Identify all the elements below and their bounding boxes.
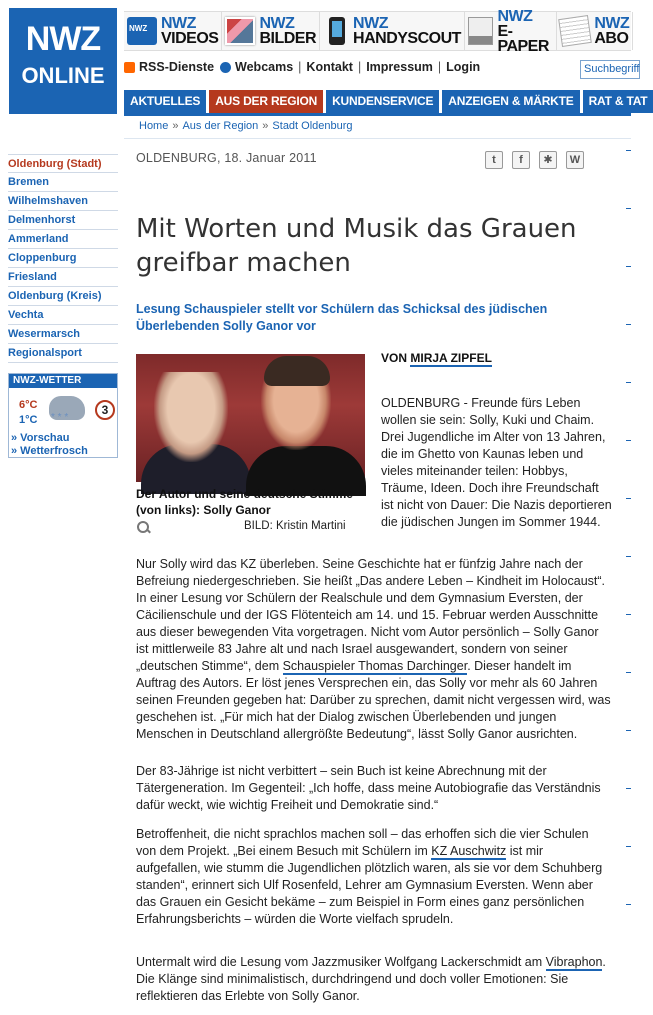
tab-anzeigen-maerkte[interactable]: ANZEIGEN & MÄRKTE (442, 90, 579, 113)
right-edge-lines (626, 150, 631, 1015)
paragraph-text: . Die Klänge sind minimalistisch, durchdringend und doch voller Emotionen: Sie reflektieren das Erlebte von Solly Ganor. (136, 955, 606, 1003)
link-kz-auschwitz[interactable]: KZ Auschwitz (431, 844, 507, 858)
phone-icon (329, 17, 345, 45)
sidebar-item-cloppenburg[interactable]: Cloppenburg (8, 249, 118, 268)
dateline: OLDENBURG, 18. Januar 2011 (136, 151, 317, 165)
nwz-online-logo[interactable] (9, 8, 117, 114)
impressum-link[interactable]: Impressum (366, 60, 433, 74)
tab-aus-der-region[interactable]: AUS DER REGION (209, 90, 323, 113)
product-abo[interactable] (557, 12, 633, 50)
product-kicker: NWZ (259, 15, 295, 32)
product-nav (124, 7, 631, 55)
product-kicker: NWZ (353, 15, 388, 32)
weather-forecast-link[interactable]: » Vorschau (11, 432, 70, 444)
weather-header: NWZ-WETTER (9, 374, 117, 388)
article-lead: Lesung Schauspieler stellt vor Schülern das Schicksal des jüdischen Überlebenden Solly Ganor vor (136, 302, 548, 333)
article-paragraph (136, 954, 611, 1005)
paragraph-text: Nur Solly wird das KZ überleben. Seine Geschichte hat er fünfzig Jahre nach der Befreiung niedergeschrieben. Sie heißt „Das andere Leben – Kindheit im Holocaust“. In einer Lesung vor Schülern der Realschule und dem Gymnasium Eversten, der Cäcilienschule und der IGS Flötenteich am 14. und 15. Februar werden Ausschnitte aus dieser bewegenden Vita vorgetragen. Nicht vom Autor persönlich – Solly Ganor ist mittlerweile 83 Jahre alt und nach Israel ausgewandert, sondern von seiner „deutschen Stimme“, dem (136, 557, 606, 673)
tab-rat-tat[interactable]: RAT & TAT (583, 90, 653, 113)
paragraph-text: . Dieser handelt im Auftrag des Autors. Er löst jenes Versprechen ein, das Solly vor mehr als 60 Jahren seinen Freunden gegeben hat: Darüber zu sprechen, damit nicht vergessen wird, was geschehen ist. „Für mich hat der Dialog zwischen Überlebenden und jungen Menschen in Deutschland allergrößte Bedeutung“, lässt Solly Ganor ausrichten. (136, 659, 611, 741)
share-tools (485, 151, 584, 169)
byline-prefix: VON (381, 351, 408, 365)
logo-line-1: NWZ (25, 20, 101, 58)
search-input[interactable]: Suchbegriff (580, 60, 640, 79)
product-kicker: NWZ (497, 7, 533, 25)
sidebar-item-wesermarsch[interactable]: Wesermarsch (8, 325, 118, 344)
breadcrumb-separator: » (262, 120, 269, 132)
laptop-icon (468, 17, 494, 45)
photo-caption: Der Autor und seine deutsche Stimme (von links): Solly Ganor (136, 487, 353, 517)
product-handyscout[interactable] (320, 12, 465, 50)
sidebar-item-oldenburg-stadt[interactable]: Oldenburg (Stadt) (8, 154, 118, 173)
tab-aktuelles[interactable]: AKTUELLES (124, 90, 206, 113)
article-photo[interactable] (136, 354, 365, 482)
breadcrumb-home[interactable]: Home (139, 120, 169, 132)
sidebar-item-delmenhorst[interactable]: Delmenhorst (8, 211, 118, 230)
sidebar-item-bremen[interactable]: Bremen (8, 173, 118, 192)
product-e-paper[interactable] (465, 7, 557, 55)
breadcrumb-separator: » (172, 120, 179, 132)
breadcrumb (139, 120, 353, 132)
byline (381, 351, 492, 365)
product-label: HANDYSCOUT (353, 30, 461, 47)
product-label: E-PAPER (497, 22, 549, 55)
weather-low: 1°C (19, 414, 38, 426)
breadcrumb-stadt-oldenburg[interactable]: Stadt Oldenburg (272, 120, 353, 132)
sidebar-item-ammerland[interactable]: Ammerland (8, 230, 118, 249)
paragraph-text: Betroffenheit, die nicht sprachlos machen soll – das erhoffen sich die vier Schulen von dem Projekt. „Bei einem Besuch mit Schülern im (136, 827, 589, 858)
service-links (124, 60, 480, 74)
newspaper-icon (559, 15, 593, 47)
share-icon[interactable]: ✱ (539, 151, 557, 169)
product-label: ABO (594, 30, 629, 47)
kontakt-link[interactable]: Kontakt (306, 60, 353, 74)
article-paragraph: Der 83-Jährige ist nicht verbittert – sein Buch ist keine Abrechnung mit der Tätergeneration. Im Gegenteil: „Ich hoffe, dass meine Autobiografie das Verständnis dafür weckt, wie wichtig Freiheit und Demokratie sind.“ (136, 764, 601, 812)
tv-icon (127, 17, 157, 45)
sidebar-item-oldenburg-kreis[interactable]: Oldenburg (Kreis) (8, 287, 118, 306)
login-link[interactable]: Login (446, 60, 481, 74)
author-link[interactable]: MIRJA ZIPFEL (410, 351, 492, 365)
paragraph-text: Untermalt wird die Lesung vom Jazzmusiker Wolfgang Lackerschmidt am (136, 955, 546, 969)
tab-kundenservice[interactable]: KUNDENSERVICE (326, 90, 439, 113)
weather-frog-link[interactable]: » Wetterfrosch (11, 445, 88, 457)
separator: | (298, 60, 302, 74)
weather-high: 6°C (19, 399, 38, 411)
magnifier-icon[interactable] (136, 520, 150, 534)
product-videos[interactable] (124, 12, 222, 50)
sidebar-item-wilhelmshaven[interactable]: Wilhelmshaven (8, 192, 118, 211)
product-kicker: NWZ (161, 15, 196, 32)
separator: | (357, 60, 362, 74)
rss-link[interactable]: RSS-Dienste (139, 60, 215, 74)
article-paragraph (136, 556, 611, 743)
rss-icon (124, 62, 135, 73)
link-thomas-darchinger[interactable]: Schauspieler Thomas Darchinger (282, 659, 468, 673)
sidebar-item-vechta[interactable]: Vechta (8, 306, 118, 325)
article-paragraph (136, 826, 611, 928)
main-nav (124, 90, 648, 113)
weather-widget[interactable] (8, 373, 118, 458)
nav-underline (124, 113, 631, 116)
webcams-link[interactable]: Webcams (235, 60, 294, 74)
webnews-icon[interactable]: W (566, 151, 584, 169)
divider (124, 138, 631, 139)
product-kicker: NWZ (594, 15, 630, 32)
logo-line-2: ONLINE (21, 63, 105, 88)
breadcrumb-region[interactable]: Aus der Region (182, 120, 259, 132)
paragraph-text: ist mir aufgefallen, wie stumm die Jugendlichen plötzlich waren, als sie vor dem Schuhberg standen“, erinnert sich Ulf Rosenfeld, Lehrer am Gymnasium Eversten. Wenn aber das Grauen ein Gesicht bekäme – zum Beispiel in Form eines ganz persönlichen Erfahrungsberichts – würden die Worte vielfach sprudeln. (136, 844, 603, 926)
product-bilder[interactable] (222, 12, 320, 50)
photo-icon (225, 17, 255, 45)
twitter-icon[interactable]: t (485, 151, 503, 169)
product-label: VIDEOS (161, 30, 219, 47)
separator: | (437, 60, 442, 74)
article-title: Mit Worten und Musik das Grauen greifbar machen (136, 214, 577, 278)
product-label: BILDER (259, 30, 317, 47)
sidebar-item-friesland[interactable]: Friesland (8, 268, 118, 287)
photo-credit: BILD: Kristin Martini (244, 520, 346, 532)
webcam-icon (220, 62, 231, 73)
link-vibraphon[interactable]: Vibraphon (545, 955, 603, 969)
weather-day-badge: 3 (95, 400, 115, 420)
snow-cloud-icon (49, 396, 85, 420)
facebook-icon[interactable]: f (512, 151, 530, 169)
sidebar-item-regionalsport[interactable]: Regionalsport (8, 344, 118, 363)
region-sidebar (8, 154, 118, 363)
article-intro: OLDENBURG - Freunde fürs Leben wollen sie sein: Solly, Kuki und Chaim. Drei Jugendliche im Alter von 13 Jahren, die im Ghetto von Kaunas leben und vieles miteinander teilen: Hobbys, Träume, Ideen. Doch ihre Freundschaft ist nicht von Dauer: Die Nazis deportieren die jüdischen Jungen im Sommer 1944. (381, 396, 612, 529)
